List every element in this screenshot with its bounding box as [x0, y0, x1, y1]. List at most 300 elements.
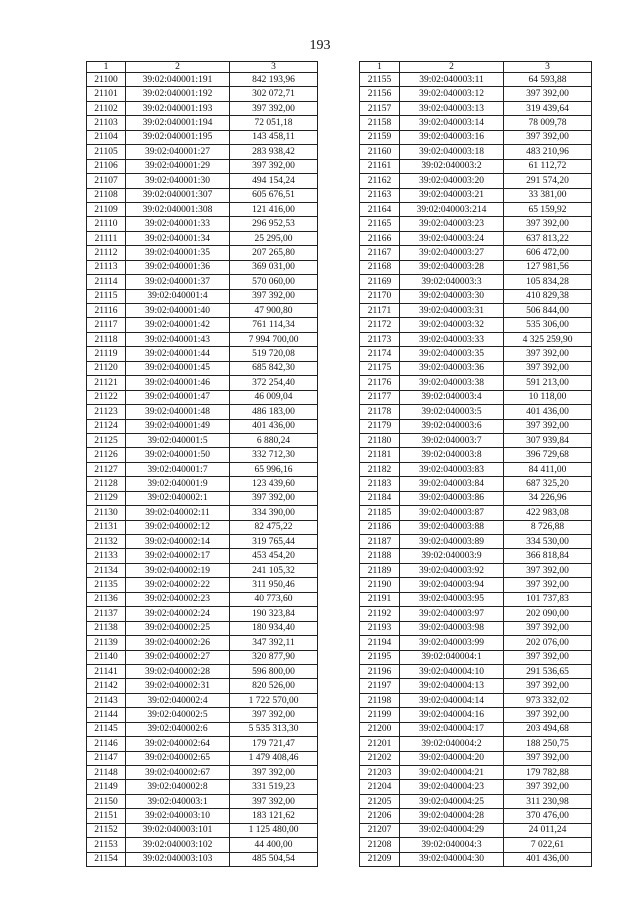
- table-row: [87, 433, 318, 447]
- table-row: [87, 361, 318, 375]
- cadastral-number: 39:02:040003:38: [400, 376, 504, 390]
- cadastral-number: 39:02:040002:25: [126, 621, 230, 635]
- cadastral-value: 842 193,96: [230, 73, 318, 87]
- cadastral-value: 397 392,00: [504, 751, 592, 765]
- cadastral-number: 39:02:040003:36: [400, 361, 504, 375]
- table-row: [87, 289, 318, 303]
- cadastral-value: 410 829,38: [504, 289, 592, 303]
- cadastral-value: 422 983,08: [504, 506, 592, 520]
- cadastral-number: 39:02:040002:22: [126, 578, 230, 592]
- cadastral-number: 39:02:040001:35: [126, 246, 230, 260]
- cadastral-number: 39:02:040001:193: [126, 101, 230, 115]
- cadastral-number: 39:02:040003:98: [400, 621, 504, 635]
- table-row: [360, 347, 592, 361]
- table-row: [360, 549, 592, 563]
- table-row: [87, 621, 318, 635]
- cadastral-value: 332 712,30: [230, 448, 318, 462]
- cadastral-value: 397 392,00: [230, 794, 318, 808]
- cadastral-value: 397 392,00: [504, 708, 592, 722]
- table-row: [87, 607, 318, 621]
- cadastral-number: 39:02:040003:4: [400, 390, 504, 404]
- cadastral-value: 123 439,60: [230, 477, 318, 491]
- cadastral-value: 319 439,64: [504, 101, 592, 115]
- table-row: [360, 289, 592, 303]
- cadastral-value: 82 475,22: [230, 520, 318, 534]
- row-number: 21206: [360, 809, 400, 823]
- cadastral-number: 39:02:040002:23: [126, 592, 230, 606]
- table-row: [87, 737, 318, 751]
- table-row: [87, 73, 318, 87]
- cadastral-value: 397 392,00: [504, 578, 592, 592]
- cadastral-number: 39:02:040001:44: [126, 347, 230, 361]
- cadastral-number: 39:02:040003:13: [400, 101, 504, 115]
- cadastral-number: 39:02:040004:3: [400, 838, 504, 852]
- cadastral-value: 370 476,00: [504, 809, 592, 823]
- row-number: 21209: [360, 852, 400, 866]
- cadastral-number: 39:02:040001:48: [126, 405, 230, 419]
- row-number: 21133: [87, 549, 126, 563]
- col-header-2: 2: [400, 62, 504, 73]
- cadastral-number: 39:02:040004:13: [400, 679, 504, 693]
- cadastral-number: 39:02:040003:32: [400, 318, 504, 332]
- cadastral-number: 39:02:040001:192: [126, 87, 230, 101]
- cadastral-number: 39:02:040002:27: [126, 650, 230, 664]
- cadastral-number: 39:02:040001:191: [126, 73, 230, 87]
- table-row: [360, 650, 592, 664]
- row-number: 21103: [87, 116, 126, 130]
- cadastral-value: 401 436,00: [230, 419, 318, 433]
- table-row: [87, 766, 318, 780]
- table-row: [360, 304, 592, 318]
- cadastral-value: 207 265,80: [230, 246, 318, 260]
- col-header-1: 1: [360, 62, 400, 73]
- row-number: 21170: [360, 289, 400, 303]
- table-row: [87, 780, 318, 794]
- cadastral-value: 8 726,88: [504, 520, 592, 534]
- cadastral-value: 397 392,00: [504, 361, 592, 375]
- cadastral-value: 486 183,00: [230, 405, 318, 419]
- right-table-body: [360, 73, 592, 867]
- table-row: [360, 275, 592, 289]
- row-number: 21165: [360, 217, 400, 231]
- row-number: 21138: [87, 621, 126, 635]
- table-row: [360, 506, 592, 520]
- table-row: [87, 823, 318, 837]
- cadastral-value: 485 504,54: [230, 852, 318, 866]
- table-row: [87, 87, 318, 101]
- cadastral-number: 39:02:040003:10: [126, 809, 230, 823]
- row-number: 21202: [360, 751, 400, 765]
- cadastral-number: 39:02:040001:47: [126, 390, 230, 404]
- row-number: 21149: [87, 780, 126, 794]
- cadastral-number: 39:02:040002:31: [126, 679, 230, 693]
- row-number: 21134: [87, 563, 126, 577]
- cadastral-value: 1 125 480,00: [230, 823, 318, 837]
- table-row: [87, 578, 318, 592]
- cadastral-number: 39:02:040003:5: [400, 405, 504, 419]
- cadastral-value: 179 721,47: [230, 737, 318, 751]
- cadastral-value: 190 323,84: [230, 607, 318, 621]
- cadastral-number: 39:02:040001:7: [126, 462, 230, 476]
- cadastral-number: 39:02:040003:7: [400, 433, 504, 447]
- row-number: 21194: [360, 636, 400, 650]
- cadastral-number: 39:02:040003:103: [126, 852, 230, 866]
- cadastral-value: 372 254,40: [230, 376, 318, 390]
- cadastral-number: 39:02:040001:5: [126, 433, 230, 447]
- cadastral-number: 39:02:040001:308: [126, 202, 230, 216]
- table-row: [87, 246, 318, 260]
- table-row: [360, 491, 592, 505]
- row-number: 21109: [87, 202, 126, 216]
- cadastral-number: 39:02:040002:12: [126, 520, 230, 534]
- table-row: [87, 491, 318, 505]
- table-row: [360, 693, 592, 707]
- table-row: [87, 376, 318, 390]
- cadastral-value: 319 765,44: [230, 535, 318, 549]
- row-number: 21190: [360, 578, 400, 592]
- table-row: [87, 347, 318, 361]
- table-row: [87, 708, 318, 722]
- cadastral-number: 39:02:040001:40: [126, 304, 230, 318]
- table-row: [87, 679, 318, 693]
- cadastral-number: 39:02:040004:16: [400, 708, 504, 722]
- row-number: 21110: [87, 217, 126, 231]
- cadastral-number: 39:02:040004:20: [400, 751, 504, 765]
- cadastral-number: 39:02:040002:11: [126, 506, 230, 520]
- row-number: 21132: [87, 535, 126, 549]
- row-number: 21140: [87, 650, 126, 664]
- table-row: [87, 852, 318, 866]
- cadastral-value: 820 526,00: [230, 679, 318, 693]
- cadastral-number: 39:02:040004:23: [400, 780, 504, 794]
- cadastral-number: 39:02:040001:194: [126, 116, 230, 130]
- table-row: [360, 823, 592, 837]
- cadastral-value: 401 436,00: [504, 852, 592, 866]
- left-table: [86, 61, 318, 867]
- cadastral-number: 39:02:040004:10: [400, 664, 504, 678]
- row-number: 21105: [87, 145, 126, 159]
- cadastral-value: 24 011,24: [504, 823, 592, 837]
- cadastral-value: 291 536,65: [504, 664, 592, 678]
- row-number: 21157: [360, 101, 400, 115]
- cadastral-value: 4 325 259,90: [504, 332, 592, 346]
- cadastral-number: 39:02:040003:27: [400, 246, 504, 260]
- cadastral-number: 39:02:040004:21: [400, 766, 504, 780]
- cadastral-number: 39:02:040004:17: [400, 722, 504, 736]
- cadastral-number: 39:02:040003:14: [400, 116, 504, 130]
- row-number: 21125: [87, 433, 126, 447]
- table-row: [360, 130, 592, 144]
- cadastral-value: 46 009,04: [230, 390, 318, 404]
- row-number: 21191: [360, 592, 400, 606]
- table-row: [360, 535, 592, 549]
- row-number: 21124: [87, 419, 126, 433]
- cadastral-number: 39:02:040002:65: [126, 751, 230, 765]
- cadastral-value: 366 818,84: [504, 549, 592, 563]
- table-row: [87, 563, 318, 577]
- table-row: [87, 405, 318, 419]
- row-number: 21207: [360, 823, 400, 837]
- row-number: 21120: [87, 361, 126, 375]
- cadastral-number: 39:02:040003:102: [126, 838, 230, 852]
- cadastral-value: 685 842,30: [230, 361, 318, 375]
- row-number: 21177: [360, 390, 400, 404]
- cadastral-value: 105 834,28: [504, 275, 592, 289]
- table-row: [360, 231, 592, 245]
- row-number: 21195: [360, 650, 400, 664]
- left-table-body: [87, 73, 318, 867]
- cadastral-number: 39:02:040003:8: [400, 448, 504, 462]
- table-row: [360, 679, 592, 693]
- table-row: [87, 462, 318, 476]
- cadastral-value: 180 934,40: [230, 621, 318, 635]
- cadastral-value: 397 392,00: [230, 159, 318, 173]
- row-number: 21150: [87, 794, 126, 808]
- table-row: [87, 592, 318, 606]
- cadastral-value: 397 392,00: [504, 679, 592, 693]
- table-row: [360, 419, 592, 433]
- cadastral-value: 397 392,00: [230, 101, 318, 115]
- row-number: 21154: [87, 852, 126, 866]
- cadastral-value: 973 332,02: [504, 693, 592, 707]
- row-number: 21153: [87, 838, 126, 852]
- table-row: [87, 636, 318, 650]
- table-row: [360, 73, 592, 87]
- row-number: 21201: [360, 737, 400, 751]
- table-row: [87, 332, 318, 346]
- cadastral-value: 296 952,53: [230, 217, 318, 231]
- cadastral-number: 39:02:040001:30: [126, 174, 230, 188]
- row-number: 21129: [87, 491, 126, 505]
- row-number: 21121: [87, 376, 126, 390]
- cadastral-value: 78 009,78: [504, 116, 592, 130]
- cadastral-number: 39:02:040003:23: [400, 217, 504, 231]
- cadastral-value: 606 472,00: [504, 246, 592, 260]
- cadastral-number: 39:02:040003:28: [400, 260, 504, 274]
- cadastral-number: 39:02:040002:5: [126, 708, 230, 722]
- cadastral-value: 397 392,00: [504, 621, 592, 635]
- cadastral-value: 535 306,00: [504, 318, 592, 332]
- cadastral-number: 39:02:040002:8: [126, 780, 230, 794]
- cadastral-value: 687 325,20: [504, 477, 592, 491]
- cadastral-value: 334 530,00: [504, 535, 592, 549]
- table-row: [87, 751, 318, 765]
- row-number: 21106: [87, 159, 126, 173]
- table-row: [87, 217, 318, 231]
- row-number: 21172: [360, 318, 400, 332]
- cadastral-number: 39:02:040001:195: [126, 130, 230, 144]
- cadastral-value: 121 416,00: [230, 202, 318, 216]
- table-row: [360, 708, 592, 722]
- row-number: 21167: [360, 246, 400, 260]
- table-row: [360, 361, 592, 375]
- table-row: [87, 145, 318, 159]
- cadastral-number: 39:02:040001:307: [126, 188, 230, 202]
- cadastral-value: 397 392,00: [504, 780, 592, 794]
- cadastral-number: 39:02:040004:14: [400, 693, 504, 707]
- row-number: 21204: [360, 780, 400, 794]
- cadastral-value: 453 454,20: [230, 549, 318, 563]
- cadastral-number: 39:02:040003:92: [400, 563, 504, 577]
- cadastral-number: 39:02:040001:9: [126, 477, 230, 491]
- cadastral-number: 39:02:040004:25: [400, 794, 504, 808]
- row-number: 21136: [87, 592, 126, 606]
- cadastral-number: 39:02:040003:101: [126, 823, 230, 837]
- row-number: 21166: [360, 231, 400, 245]
- table-row: [87, 202, 318, 216]
- cadastral-value: 183 121,62: [230, 809, 318, 823]
- table-row: [360, 159, 592, 173]
- col-header-3: 3: [504, 62, 592, 73]
- row-number: 21200: [360, 722, 400, 736]
- table-row: [360, 664, 592, 678]
- table-row: [87, 188, 318, 202]
- cadastral-number: 39:02:040003:83: [400, 462, 504, 476]
- cadastral-number: 39:02:040003:94: [400, 578, 504, 592]
- table-row: [360, 260, 592, 274]
- table-row: [360, 174, 592, 188]
- table-row: [87, 693, 318, 707]
- cadastral-value: 6 880,24: [230, 433, 318, 447]
- table-row: [87, 664, 318, 678]
- cadastral-value: 65 996,16: [230, 462, 318, 476]
- cadastral-value: 40 773,60: [230, 592, 318, 606]
- cadastral-number: 39:02:040001:42: [126, 318, 230, 332]
- row-number: 21205: [360, 794, 400, 808]
- row-number: 21152: [87, 823, 126, 837]
- row-number: 21168: [360, 260, 400, 274]
- row-number: 21197: [360, 679, 400, 693]
- cadastral-value: 203 494,68: [504, 722, 592, 736]
- cadastral-value: 188 250,75: [504, 737, 592, 751]
- table-row: [360, 188, 592, 202]
- cadastral-number: 39:02:040001:36: [126, 260, 230, 274]
- cadastral-number: 39:02:040003:2: [400, 159, 504, 173]
- table-row: [87, 419, 318, 433]
- cadastral-value: 347 392,11: [230, 636, 318, 650]
- table-row: [87, 506, 318, 520]
- table-row: [87, 231, 318, 245]
- cadastral-value: 127 981,56: [504, 260, 592, 274]
- row-number: 21111: [87, 231, 126, 245]
- cadastral-number: 39:02:040003:86: [400, 491, 504, 505]
- table-row: [87, 275, 318, 289]
- row-number: 21141: [87, 664, 126, 678]
- page-number: 193: [309, 38, 331, 53]
- row-number: 21126: [87, 448, 126, 462]
- cadastral-value: 320 877,90: [230, 650, 318, 664]
- cadastral-value: 10 118,00: [504, 390, 592, 404]
- row-number: 21169: [360, 275, 400, 289]
- table-row: [87, 650, 318, 664]
- cadastral-value: 202 090,00: [504, 607, 592, 621]
- cadastral-value: 1 479 408,46: [230, 751, 318, 765]
- table-row: [87, 130, 318, 144]
- table-row: [360, 592, 592, 606]
- table-row: [360, 563, 592, 577]
- row-number: 21101: [87, 87, 126, 101]
- row-number: 21158: [360, 116, 400, 130]
- cadastral-number: 39:02:040003:24: [400, 231, 504, 245]
- table-row: [360, 852, 592, 866]
- row-number: 21208: [360, 838, 400, 852]
- table-row: [360, 202, 592, 216]
- cadastral-value: 494 154,24: [230, 174, 318, 188]
- table-row: [87, 260, 318, 274]
- cadastral-number: 39:02:040004:1: [400, 650, 504, 664]
- cadastral-value: 291 574,20: [504, 174, 592, 188]
- table-row: [360, 621, 592, 635]
- row-number: 21104: [87, 130, 126, 144]
- table-row: [360, 794, 592, 808]
- cadastral-number: 39:02:040004:29: [400, 823, 504, 837]
- cadastral-number: 39:02:040002:17: [126, 549, 230, 563]
- table-row: [360, 145, 592, 159]
- table-row: [360, 607, 592, 621]
- cadastral-value: 483 210,96: [504, 145, 592, 159]
- cadastral-number: 39:02:040001:37: [126, 275, 230, 289]
- row-number: 21180: [360, 433, 400, 447]
- row-number: 21122: [87, 390, 126, 404]
- row-number: 21114: [87, 275, 126, 289]
- row-number: 21116: [87, 304, 126, 318]
- cadastral-number: 39:02:040003:12: [400, 87, 504, 101]
- table-row: [360, 390, 592, 404]
- cadastral-number: 39:02:040003:21: [400, 188, 504, 202]
- table-row: [87, 477, 318, 491]
- table-row: [87, 535, 318, 549]
- row-number: 21188: [360, 549, 400, 563]
- row-number: 21198: [360, 693, 400, 707]
- table-row: [360, 462, 592, 476]
- cadastral-number: 39:02:040003:87: [400, 506, 504, 520]
- header-row: [360, 62, 592, 73]
- row-number: 21147: [87, 751, 126, 765]
- table-row: [360, 751, 592, 765]
- table-row: [360, 246, 592, 260]
- row-number: 21179: [360, 419, 400, 433]
- cadastral-number: 39:02:040003:16: [400, 130, 504, 144]
- row-number: 21112: [87, 246, 126, 260]
- row-number: 21113: [87, 260, 126, 274]
- row-number: 21193: [360, 621, 400, 635]
- cadastral-value: 47 900,80: [230, 304, 318, 318]
- table-row: [360, 87, 592, 101]
- row-number: 21115: [87, 289, 126, 303]
- cadastral-value: 397 392,00: [504, 347, 592, 361]
- row-number: 21142: [87, 679, 126, 693]
- row-number: 21100: [87, 73, 126, 87]
- row-number: 21203: [360, 766, 400, 780]
- row-number: 21146: [87, 737, 126, 751]
- table-row: [360, 332, 592, 346]
- row-number: 21159: [360, 130, 400, 144]
- table-row: [360, 448, 592, 462]
- table-row: [360, 116, 592, 130]
- cadastral-value: 143 458,11: [230, 130, 318, 144]
- row-number: 21131: [87, 520, 126, 534]
- cadastral-value: 302 072,71: [230, 87, 318, 101]
- cadastral-value: 33 381,00: [504, 188, 592, 202]
- cadastral-number: 39:02:040002:67: [126, 766, 230, 780]
- right-table: [359, 61, 592, 867]
- row-number: 21199: [360, 708, 400, 722]
- cadastral-value: 397 392,00: [504, 563, 592, 577]
- row-number: 21144: [87, 708, 126, 722]
- cadastral-value: 596 800,00: [230, 664, 318, 678]
- cadastral-number: 39:02:040004:28: [400, 809, 504, 823]
- cadastral-value: 605 676,51: [230, 188, 318, 202]
